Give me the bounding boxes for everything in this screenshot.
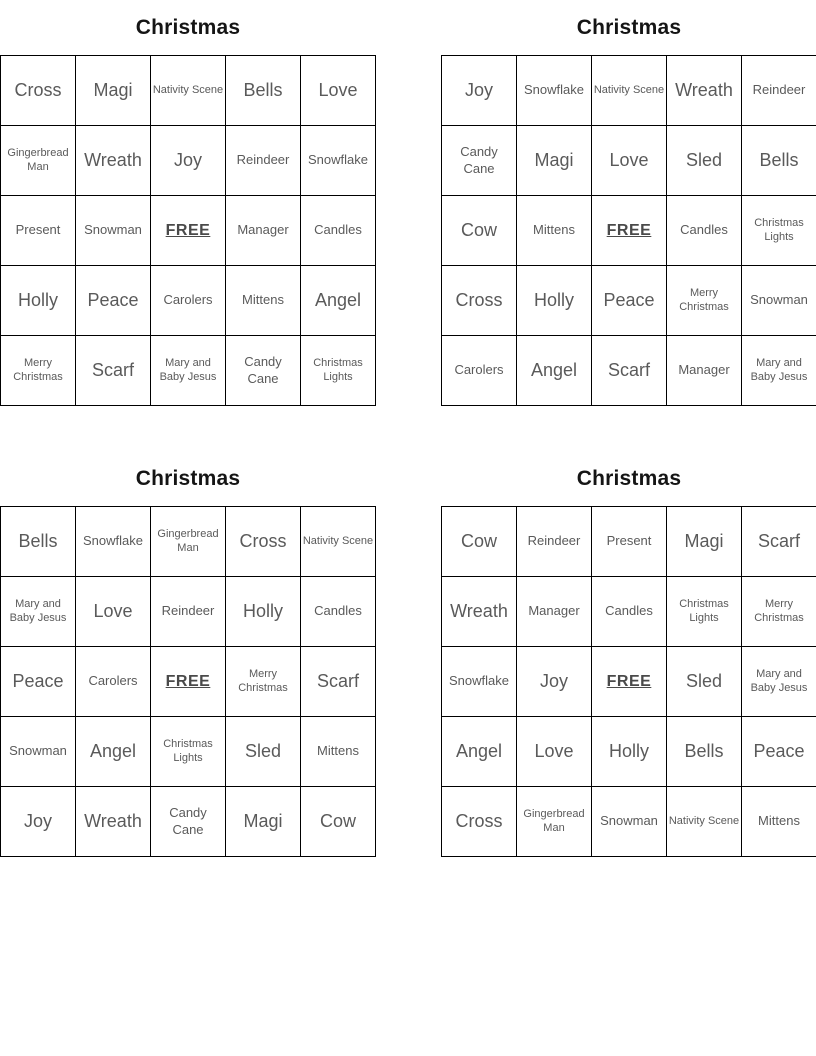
bingo-cell: Love: [592, 126, 667, 196]
bingo-cell: Merry Christmas: [667, 266, 742, 336]
bingo-cell: Sled: [667, 126, 742, 196]
bingo-cell: Love: [301, 56, 376, 126]
bingo-cell: Snowman: [592, 787, 667, 857]
bingo-cell: Mary and Baby Jesus: [1, 577, 76, 647]
bingo-cell: Cow: [442, 507, 517, 577]
bingo-cell: Bells: [742, 126, 816, 196]
bingo-cell: Carolers: [151, 266, 226, 336]
bingo-cell: Present: [592, 507, 667, 577]
bingo-cell: Bells: [667, 717, 742, 787]
bingo-cell: Mittens: [517, 196, 592, 266]
bingo-cell: Cross: [1, 56, 76, 126]
bingo-cell: Love: [517, 717, 592, 787]
free-cell: FREE: [592, 196, 667, 266]
free-cell: FREE: [151, 647, 226, 717]
bingo-cell: Christmas Lights: [742, 196, 816, 266]
bingo-cell: Snowman: [76, 196, 151, 266]
bingo-grid: [441, 55, 816, 406]
card-title: Christmas: [135, 15, 241, 39]
bingo-cell: Wreath: [442, 577, 517, 647]
bingo-cell: Present: [1, 196, 76, 266]
bingo-cell: Reindeer: [742, 56, 816, 126]
bingo-cell: Gingerbread Man: [517, 787, 592, 857]
bingo-cell: Joy: [517, 647, 592, 717]
bingo-cell: Magi: [76, 56, 151, 126]
bingo-cell: Gingerbread Man: [151, 507, 226, 577]
bingo-cell: Candles: [301, 196, 376, 266]
bingo-cell: Holly: [592, 717, 667, 787]
bingo-cell: Sled: [226, 717, 301, 787]
bingo-cell: Mittens: [301, 717, 376, 787]
bingo-cell: Angel: [442, 717, 517, 787]
bingo-grid: [0, 55, 376, 406]
bingo-cell: Reindeer: [151, 577, 226, 647]
bingo-cell: Nativity Scene: [301, 507, 376, 577]
bingo-cell: Holly: [517, 266, 592, 336]
bingo-cell: Mittens: [742, 787, 816, 857]
bingo-cell: Peace: [592, 266, 667, 336]
bingo-cell: Christmas Lights: [301, 336, 376, 406]
bingo-cell: Cow: [301, 787, 376, 857]
bingo-cell: Bells: [226, 56, 301, 126]
bingo-cell: Nativity Scene: [151, 56, 226, 126]
bingo-cell: Scarf: [301, 647, 376, 717]
bingo-card: [441, 451, 816, 857]
bingo-cell: Candy Cane: [151, 787, 226, 857]
bingo-cell: Scarf: [742, 507, 816, 577]
bingo-cell: Cross: [442, 266, 517, 336]
bingo-cell: Holly: [226, 577, 301, 647]
bingo-cell: Joy: [442, 56, 517, 126]
bingo-cell: Love: [76, 577, 151, 647]
bingo-cell: Wreath: [667, 56, 742, 126]
bingo-cell: Peace: [1, 647, 76, 717]
bingo-cell: Scarf: [592, 336, 667, 406]
bingo-cell: Christmas Lights: [667, 577, 742, 647]
bingo-cell: Merry Christmas: [742, 577, 816, 647]
bingo-cell: Snowflake: [301, 126, 376, 196]
bingo-cell: Holly: [1, 266, 76, 336]
bingo-cell: Cross: [226, 507, 301, 577]
card-title: Christmas: [576, 466, 682, 490]
bingo-cell: Cross: [442, 787, 517, 857]
bingo-cell: Peace: [742, 717, 816, 787]
bingo-cell: Angel: [517, 336, 592, 406]
bingo-card: [0, 451, 376, 857]
bingo-cell: Angel: [301, 266, 376, 336]
bingo-card: [0, 0, 376, 406]
bingo-cell: Joy: [1, 787, 76, 857]
bingo-cell: Magi: [667, 507, 742, 577]
bingo-cell: Manager: [667, 336, 742, 406]
bingo-cell: Candles: [301, 577, 376, 647]
bingo-cell: Manager: [226, 196, 301, 266]
bingo-cell: Snowflake: [442, 647, 517, 717]
free-cell: FREE: [592, 647, 667, 717]
bingo-cell: Reindeer: [226, 126, 301, 196]
bingo-cell: Carolers: [76, 647, 151, 717]
bingo-cell: Bells: [1, 507, 76, 577]
bingo-cell: Mittens: [226, 266, 301, 336]
bingo-grid: [0, 506, 376, 857]
bingo-card: [441, 0, 816, 406]
bingo-cell: Wreath: [76, 126, 151, 196]
bingo-cell: Merry Christmas: [1, 336, 76, 406]
bingo-cell: Snowman: [742, 266, 816, 336]
bingo-cell: Christmas Lights: [151, 717, 226, 787]
bingo-cell: Reindeer: [517, 507, 592, 577]
bingo-cell: Joy: [151, 126, 226, 196]
bingo-cell: Candles: [667, 196, 742, 266]
bingo-cell: Nativity Scene: [592, 56, 667, 126]
bingo-cell: Snowflake: [517, 56, 592, 126]
bingo-cell: Sled: [667, 647, 742, 717]
bingo-cell: Mary and Baby Jesus: [151, 336, 226, 406]
card-title: Christmas: [135, 466, 241, 490]
bingo-cell: Manager: [517, 577, 592, 647]
bingo-cell: Wreath: [76, 787, 151, 857]
bingo-cell: Candles: [592, 577, 667, 647]
free-cell: FREE: [151, 196, 226, 266]
bingo-cell: Magi: [226, 787, 301, 857]
bingo-cell: Mary and Baby Jesus: [742, 647, 816, 717]
bingo-cell: Scarf: [76, 336, 151, 406]
bingo-grid: [441, 506, 816, 857]
bingo-cell: Mary and Baby Jesus: [742, 336, 816, 406]
bingo-cell: Nativity Scene: [667, 787, 742, 857]
bingo-cell: Candy Cane: [226, 336, 301, 406]
card-title: Christmas: [576, 15, 682, 39]
bingo-cell: Snowman: [1, 717, 76, 787]
bingo-cell: Peace: [76, 266, 151, 336]
bingo-cell: Candy Cane: [442, 126, 517, 196]
bingo-cell: Magi: [517, 126, 592, 196]
bingo-cell: Snowflake: [76, 507, 151, 577]
bingo-cell: Cow: [442, 196, 517, 266]
bingo-cell: Angel: [76, 717, 151, 787]
bingo-cell: Merry Christmas: [226, 647, 301, 717]
bingo-cell: Gingerbread Man: [1, 126, 76, 196]
bingo-cell: Carolers: [442, 336, 517, 406]
